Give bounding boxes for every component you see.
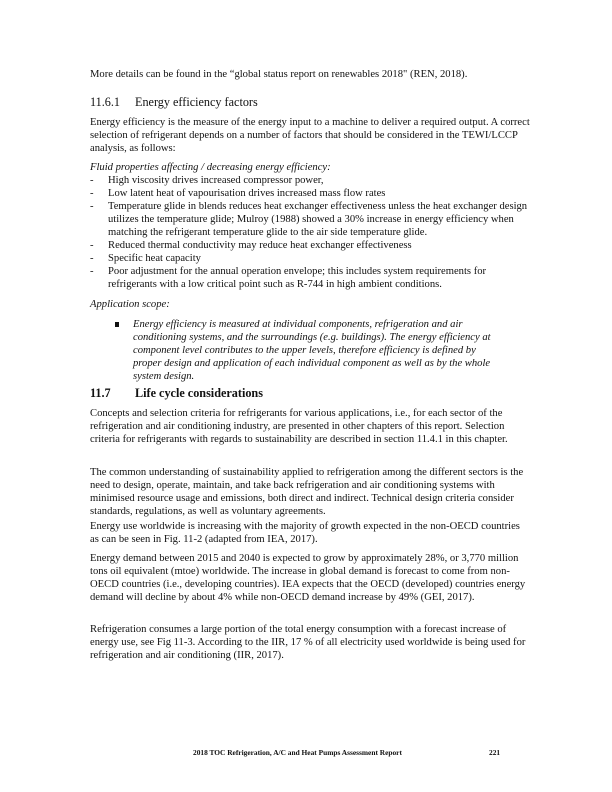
list-item (90, 187, 530, 200)
dash-marker: - (90, 266, 94, 277)
list-item-text: High viscosity drives increased compressor power, (108, 175, 324, 186)
page-footer (193, 748, 513, 757)
list-item-text: Poor adjustment for the annual operation envelope; this includes system requirements for refrigerants with a low critical point such as R-744 in high ambient conditions. (108, 266, 487, 290)
section-number: 11.6.1 (90, 95, 121, 109)
body-paragraph: Refrigeration consumes a large portion of the total energy consumption with a forecast increase of energy use, see Fig 11-3. According to the IIR, 17 % of all electricity used worldwide is being used for refrigeration and air conditioning (IIR, 2017). (90, 624, 526, 661)
application-scope-label: Application scope: (90, 299, 170, 310)
list-item-text: Low latent heat of vapourisation drives increased mass flow rates (108, 188, 386, 199)
section-title: Life cycle considerations (135, 386, 263, 400)
dash-marker: - (90, 201, 94, 212)
page-number: 221 (489, 748, 501, 757)
list-item (90, 200, 530, 239)
dash-marker: - (90, 188, 94, 199)
list-item-text: Temperature glide in blends reduces heat exchanger effectiveness unless the heat exchanger design utilizes the temperature glide; Mulroy (1988) showed a 30% increase in energy efficiency when matching the refrigerant temperature glide to the air side temperature glide. (108, 201, 528, 238)
body-paragraph: Energy demand between 2015 and 2040 is expected to grow by approximately 28%, or 3,770 million tons oil equivalent (mtoe) worldwide. The increase in global demand is forecast to come from non-OECD countries (i.e., developing countries). IEA expects that the OECD (developed) countries energy demand will decline by about 4% while non-OECD demand increase by 49% (GEI, 2017). (90, 553, 526, 603)
list-item-text: Specific heat capacity (108, 253, 201, 264)
list-item (90, 239, 530, 252)
fluid-properties-list (90, 174, 530, 291)
dash-marker: - (90, 240, 94, 251)
intro-paragraph: More details can be found in the “global status report on renewables 2018" (REN, 2018). (90, 69, 468, 80)
energy-efficiency-paragraph: Energy efficiency is the measure of the energy input to a machine to deliver a required output. A correct selection of refrigerant depends on a number of factors that should be considered in the TEWI/LCCP analysis, as follows: (90, 117, 530, 154)
section-heading-11-6-1 (90, 95, 258, 110)
list-item (90, 252, 530, 265)
square-bullet-icon (115, 322, 119, 327)
list-item-text: Reduced thermal conductivity may reduce heat exchanger effectiveness (108, 240, 412, 251)
dash-marker: - (90, 253, 94, 264)
section-heading-11-7 (90, 386, 263, 401)
body-paragraph: Energy use worldwide is increasing with the majority of growth expected in the non-OECD countries as can be seen in Fig. 11-2 (adapted from IEA, 2017). (90, 521, 520, 545)
list-item (90, 265, 530, 291)
application-scope-list (115, 318, 505, 383)
body-paragraph: The common understanding of sustainability applied to refrigeration among the different sectors is the need to design, operate, maintain, and take back refrigeration and air conditioning systems with minimised resource usage and emissions, both direct and indirect. Technical design criteria consider standards, regulations, as well as voluntary agreements. (90, 467, 524, 517)
body-paragraph: Concepts and selection criteria for refrigerants for various applications, i.e., for each sector of the refrigeration and air conditioning industry, are presented in other chapters of this report. Selection criteria for refrigerants with regards to sustainability are described in section 11.4.1 in this chapter. (90, 408, 508, 445)
list-item (90, 174, 530, 187)
dash-marker: - (90, 175, 94, 186)
fluid-properties-label: Fluid properties affecting / decreasing energy efficiency: (90, 162, 331, 173)
section-number: 11.7 (90, 386, 111, 400)
section-title: Energy efficiency factors (135, 95, 258, 109)
list-item (115, 318, 505, 383)
list-item-text: Energy efficiency is measured at individual components, refrigeration and air conditioning systems, and the surroundings (e.g. buildings). The energy efficiency at component level contributes to the upper levels, therefore efficiency is defined by proper design and application of each individual component as well as by the whole system design. (133, 319, 491, 382)
footer-title: 2018 TOC Refrigeration, A/C and Heat Pumps Assessment Report (193, 748, 402, 757)
